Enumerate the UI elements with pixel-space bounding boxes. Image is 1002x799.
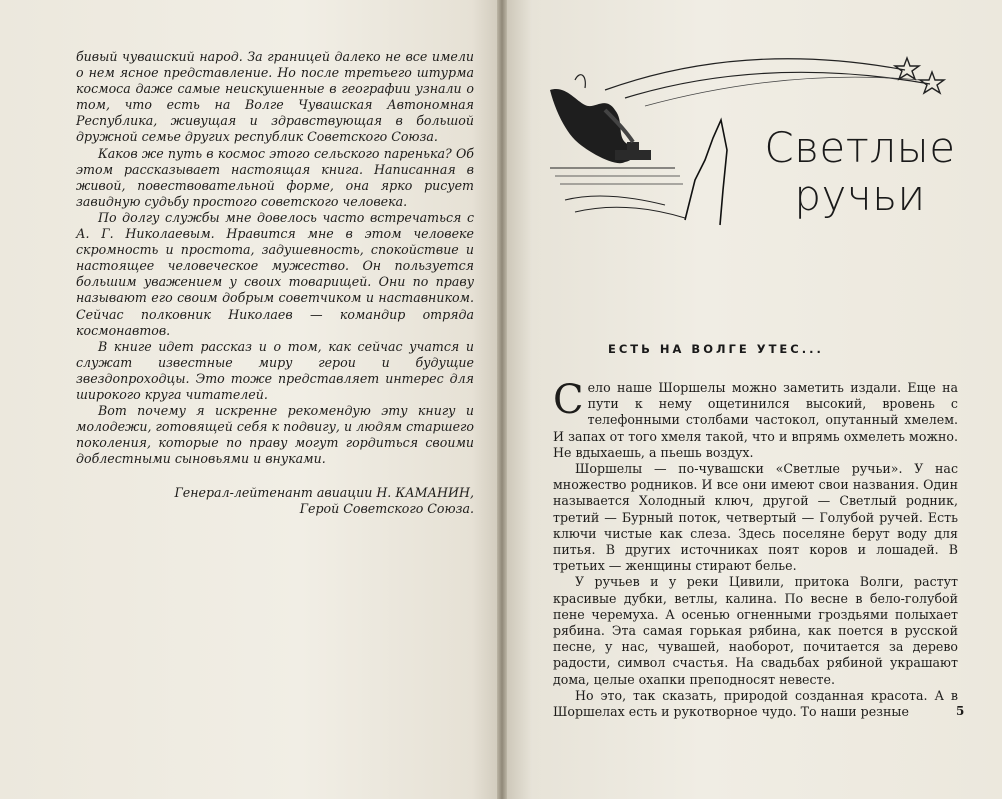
right-paragraph: Но это, так сказать, природой созданная красота. А в Шоршелах есть и рукотворное чудо. То наши резные — [553, 687, 958, 720]
right-paragraph: У ручьев и у реки Цивили, притока Волги, растут красивые дубки, ветлы, калина. По весне в бело-голубой пене черемуха. А осенью огненными гроздьями полыхает рябина. Эта самая горькая рябина, как поется в русской песне, у нас, чувашей, наоборот, почитается за дерево радости, символ счастья. На свадьбах рябиной украшают дома, целые охапки преподносят невесте. — [553, 574, 958, 687]
star-icon — [920, 72, 944, 93]
page-number: 5 — [956, 704, 965, 718]
left-paragraph: По долгу службы мне довелось часто встречаться с А. Г. Николаевым. Нравится мне в этом человеке скромность и простота, задушевность, спокойствие и настоящее человеческое мужество. Он пользуется большим уважением у своих товарищей. Они по праву называют его своим добрым советчиком и наставником. Сейчас полковник Николаев — командир отряда космонавтов. — [76, 209, 474, 338]
comet-trail — [625, 72, 930, 98]
chapter-title-line: Светлые — [764, 123, 956, 172]
left-paragraph: Каков же путь в космос этого сельского паренька? Об этом рассказывает настоящая книга. Написанная в живой, повествовательной форме, она ярко рисует завидную судьбу простого советского человека. — [76, 145, 474, 209]
left-paragraph: В книге идет рассказ и о том, как сейчас учатся и служат известные миру герои и будущие звездопроходцы. Это тоже представляет интерес для широкого круга читателей. — [76, 338, 474, 402]
signature-block — [150, 485, 474, 518]
signature-rank: Генерал-лейтенант авиации Н. КАМАНИН, — [174, 485, 474, 500]
section-heading: ЕСТЬ НА ВОЛГЕ УТЕС... — [608, 342, 824, 356]
right-page-text — [553, 377, 958, 720]
star-icon — [895, 58, 919, 79]
left-paragraph: бивый чувашский народ. За границей далеко не все имели о нем ясное представление. Но после третьего штурма космоса даже самые неискушенные в географии узнали о том, что есть на Волге Чувашская Автономная Республика, живущая и здравствующая в большой дружной семье других республик Советского Союза. — [76, 49, 474, 145]
steamboat-cabin — [627, 142, 639, 150]
comet-trail — [645, 77, 920, 106]
steamboat-hull — [615, 150, 651, 160]
left-paragraph: Вот почему я искренне рекомендую эту книгу и молодежи, готовящей себя к подвигу, и людям старшего поколения, которые по праву могут гордиться своими доблестными сыновьями и внуками. — [76, 403, 474, 467]
book-gutter — [497, 0, 507, 799]
shore-line — [575, 207, 685, 218]
left-page-text — [76, 49, 474, 467]
tree-branch — [575, 75, 585, 88]
shore-line — [565, 196, 665, 205]
right-paragraph-text: ело наше Шоршелы можно заметить издали. Еще на пути к нему ощетинился высокий, вровень с телефонными столбами частокол, опутанный хмелем. И запах от того хмеля такой, что и впрямь охмелеть можно. Не вдыхаешь, а пьешь воздух. — [553, 380, 958, 460]
chapter-title — [760, 124, 960, 220]
signature-title: Герой Советского Союза. — [299, 501, 474, 517]
chapter-title-line: ручьи — [794, 171, 926, 220]
drop-cap: С — [553, 377, 584, 423]
cliff-outline — [685, 120, 727, 225]
right-paragraph — [553, 377, 958, 461]
right-paragraph: Шоршелы — по-чувашски «Светлые ручьи». У нас множество родников. И все они имеют свои названия. Один называется Холодный ключ, другой — Светлый родник, третий — Бурный поток, четвертый — Голубой ручей. Есть ключи чистые как слеза. Здесь поселяне берут воду для питья. В других источниках поят коров и лошадей. В третьих — женщины стирают белье. — [553, 461, 958, 574]
